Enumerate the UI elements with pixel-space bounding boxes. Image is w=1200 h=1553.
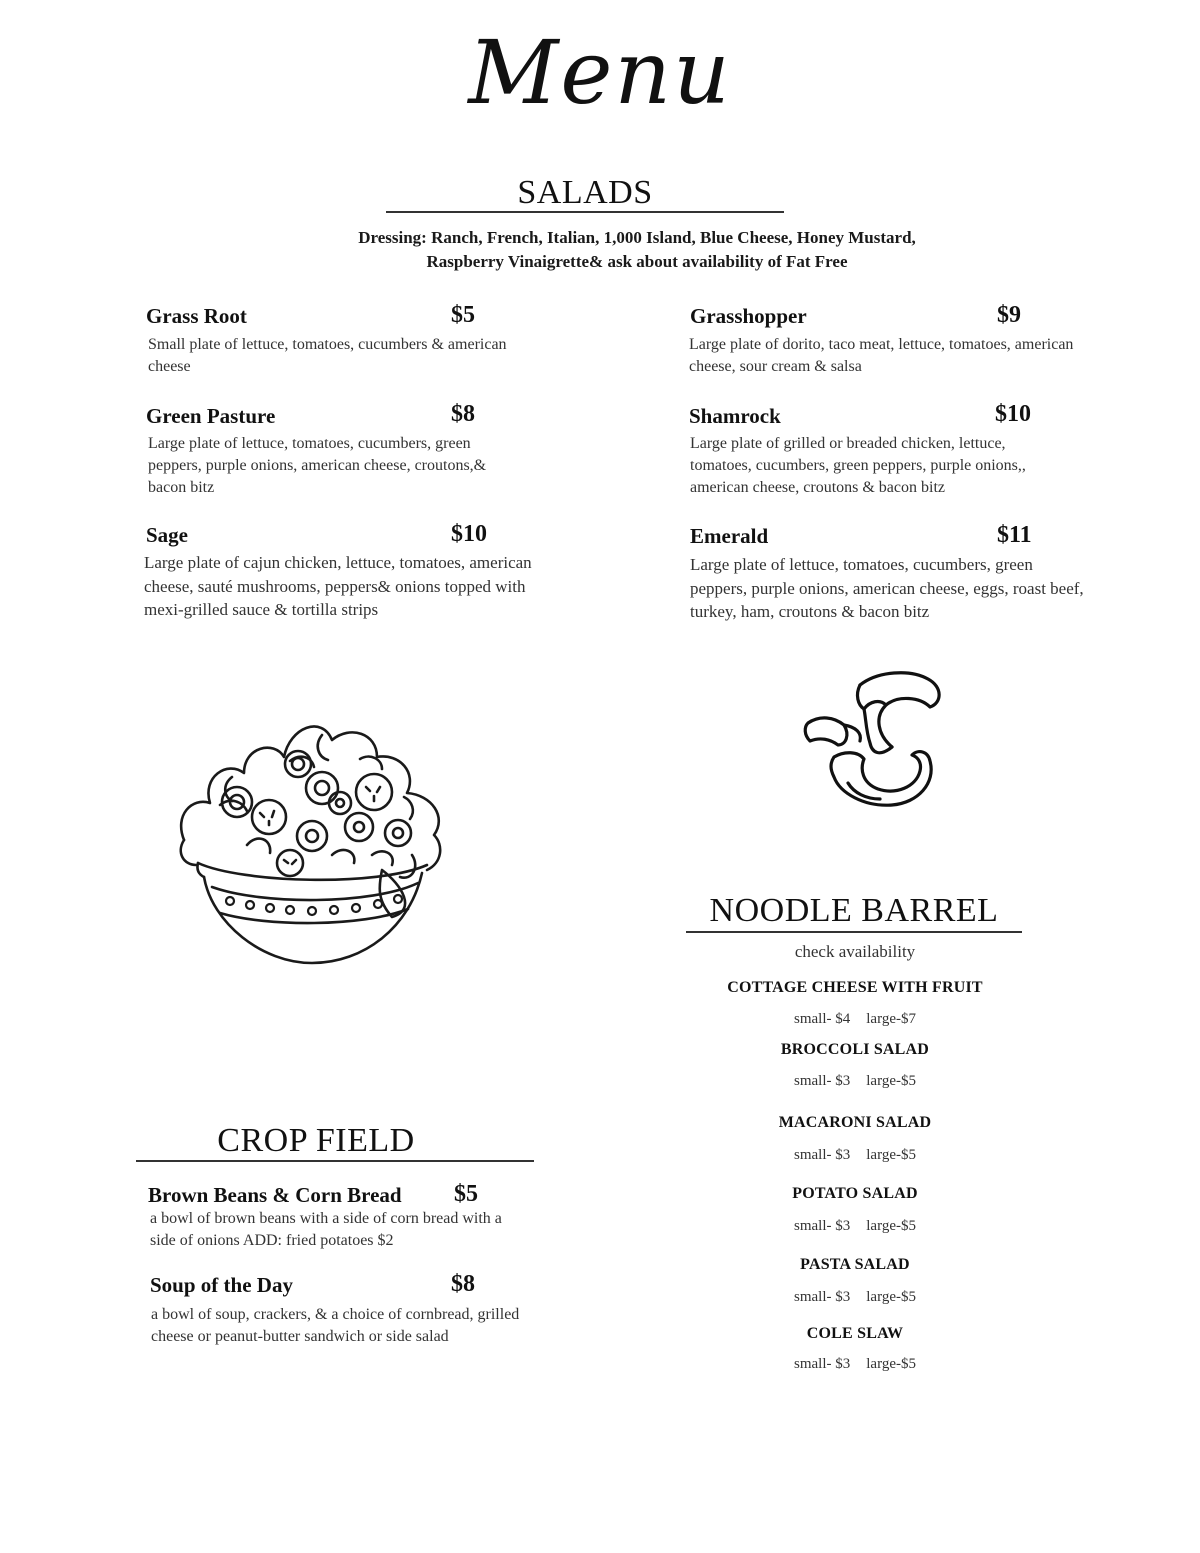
small-price: small- $3 — [794, 1356, 851, 1372]
menu-item-description: Large plate of lettuce, tomatoes, cucumbers, green peppers, purple onions, american cheese, croutons,& bacon bitz — [148, 435, 487, 496]
side-item-prices — [690, 1008, 1020, 1030]
large-price: large-$5 — [866, 1356, 916, 1372]
menu-item-name: Green Pasture — [146, 404, 276, 428]
menu-item-description: Large plate of grilled or breaded chicken, lettuce, tomatoes, cucumbers, green peppers, purple onions,, american cheese, croutons & bacon bitz — [690, 435, 1026, 496]
large-price: large-$5 — [866, 1289, 916, 1305]
side-item-name: POTATO SALAD — [792, 1185, 918, 1202]
large-price: large-$5 — [866, 1218, 916, 1234]
menu-title: Menu — [468, 21, 732, 124]
side-item-name: MACARONI SALAD — [778, 1114, 932, 1131]
menu-item-price: $11 — [997, 522, 1032, 548]
small-price: small- $3 — [794, 1289, 851, 1305]
crop-field-divider — [136, 1160, 534, 1162]
large-price: large-$5 — [866, 1073, 916, 1089]
menu-item-name: Brown Beans & Corn Bread — [148, 1183, 402, 1207]
crop-field-heading: CROP FIELD — [217, 1122, 415, 1159]
small-price: small- $3 — [794, 1218, 851, 1234]
side-item-prices — [690, 1215, 1020, 1237]
menu-item-name: Shamrock — [689, 404, 781, 428]
menu-item-name: Sage — [146, 523, 188, 547]
macaroni-icon — [800, 665, 945, 810]
menu-item-description: Large plate of lettuce, tomatoes, cucumbers, green peppers, purple onions, american cheese, eggs, roast beef, turkey, ham, croutons & bacon bitz — [690, 555, 1084, 621]
menu-item-price: $5 — [454, 1181, 478, 1207]
salad-bowl-icon — [172, 705, 457, 970]
menu-item-price: $9 — [997, 302, 1021, 328]
dressing-options — [300, 226, 974, 274]
menu-item-description: Large plate of cajun chicken, lettuce, tomatoes, american cheese, sauté mushrooms, peppers& onions topped with mexi-grilled sauce & tortilla strips — [144, 553, 532, 619]
menu-item-price: $10 — [451, 521, 487, 547]
side-item-prices — [690, 1353, 1020, 1375]
small-price: small- $4 — [794, 1011, 851, 1027]
side-item-name: COLE SLAW — [806, 1325, 904, 1342]
dressing-line-1: Dressing: Ranch, French, Italian, 1,000 Island, Blue Cheese, Honey Mustard, — [358, 228, 916, 247]
menu-item-description: Large plate of dorito, taco meat, lettuce, tomatoes, american cheese, sour cream & salsa — [689, 336, 1074, 375]
noodle-barrel-divider — [686, 931, 1022, 933]
side-item-prices — [690, 1144, 1020, 1166]
menu-item-name: Soup of the Day — [150, 1273, 293, 1297]
menu-item-description: a bowl of soup, crackers, & a choice of cornbread, grilled cheese or peanut-butter sandwich or side salad — [151, 1306, 520, 1345]
noodle-barrel-heading: NOODLE BARREL — [709, 892, 999, 929]
menu-item-description: a bowl of brown beans with a side of corn bread with a side of onions ADD: fried potatoes $2 — [150, 1210, 502, 1249]
side-item-name: COTTAGE CHEESE WITH FRUIT — [727, 979, 983, 996]
menu-item-name: Emerald — [690, 524, 769, 548]
menu-item-price: $8 — [451, 401, 475, 427]
menu-item-name: Grass Root — [146, 304, 247, 328]
side-item-prices — [690, 1070, 1020, 1092]
menu-item-price: $10 — [995, 401, 1031, 427]
availability-note: check availability — [794, 942, 916, 961]
side-item-name: BROCCOLI SALAD — [780, 1041, 930, 1058]
side-item-name: PASTA SALAD — [800, 1256, 910, 1273]
menu-item-price: $8 — [451, 1271, 475, 1297]
side-item-prices — [690, 1286, 1020, 1308]
menu-item-description: Small plate of lettuce, tomatoes, cucumbers & american cheese — [148, 336, 507, 375]
salads-heading: SALADS — [517, 174, 653, 211]
large-price: large-$7 — [866, 1011, 916, 1027]
small-price: small- $3 — [794, 1147, 851, 1163]
salads-divider — [386, 211, 784, 213]
menu-item-price: $5 — [451, 302, 475, 328]
small-price: small- $3 — [794, 1073, 851, 1089]
dressing-line-2: Raspberry Vinaigrette& ask about availability of Fat Free — [426, 252, 848, 271]
menu-item-name: Grasshopper — [690, 304, 807, 328]
large-price: large-$5 — [866, 1147, 916, 1163]
